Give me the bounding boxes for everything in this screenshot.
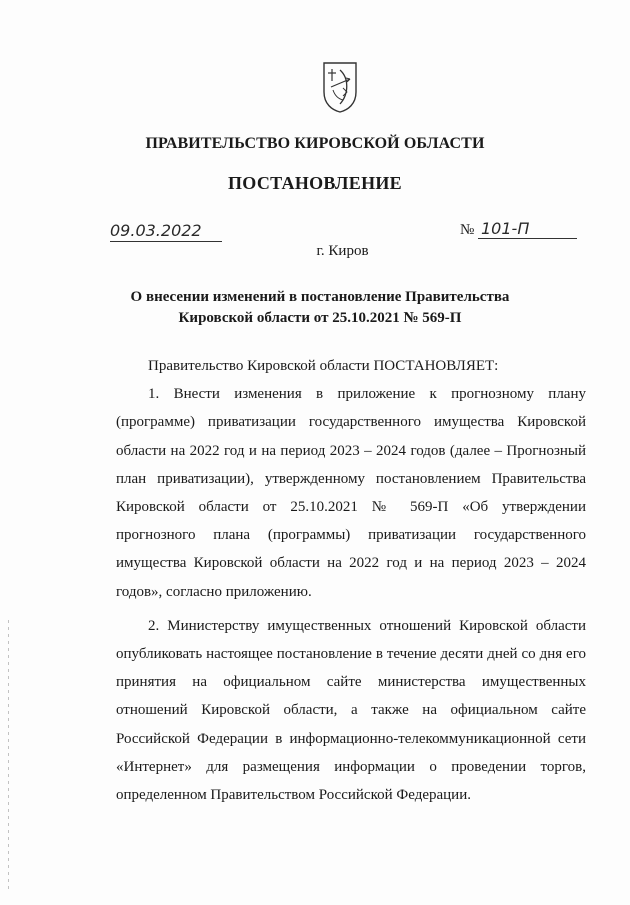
document-type: ПОСТАНОВЛЕНИЕ <box>228 173 402 193</box>
government-title: ПРАВИТЕЛЬСТВО КИРОВСКОЙ ОБЛАСТИ <box>145 135 485 152</box>
handwritten-number: 101-П <box>478 220 577 239</box>
body-item-1: 1. Внести изменения в приложение к прогнозному плану (программе) приватизации государственного имущества Кировской области на 2022 год и на период 2023 – 2024 годов (далее – Прогнозный план приватизации), утвержденному постановлением Правительства Кировской области от 25.10.2021 № 569-П «Об утверждении прогнозного плана (программы) приватизации государственного имущества Кировской области на 2022 год и на период 2023 – 2024 годов», согласно приложению. <box>116 386 586 600</box>
document-subject <box>100 287 540 329</box>
document-body <box>116 352 586 809</box>
scan-edge-artifact <box>8 620 9 890</box>
coat-of-arms-icon <box>321 60 359 114</box>
subject-line-1: О внесении изменений в постановление Правительства <box>130 289 510 305</box>
subject-line-2: Кировской области от 25.10.2021 № 569-П <box>178 310 462 326</box>
number-label: № <box>460 222 475 238</box>
body-intro: Правительство Кировской области ПОСТАНОВЛЯЕТ: <box>148 358 499 374</box>
handwritten-date: 09.03.2022 <box>110 222 222 242</box>
body-item-2: 2. Министерству имущественных отношений Кировской области опубликовать настоящее постановление в течение десяти дней со дня его принятия на официальном сайте министерства имущественных отношений Кировской области, а также на официальном сайте Российской Федерации в информационно-телекоммуникационной сети «Интернет» для размещения информации о проведении торгов, определенном Правительством Российской Федерации. <box>116 617 586 804</box>
city-label: г. Киров <box>316 243 369 259</box>
